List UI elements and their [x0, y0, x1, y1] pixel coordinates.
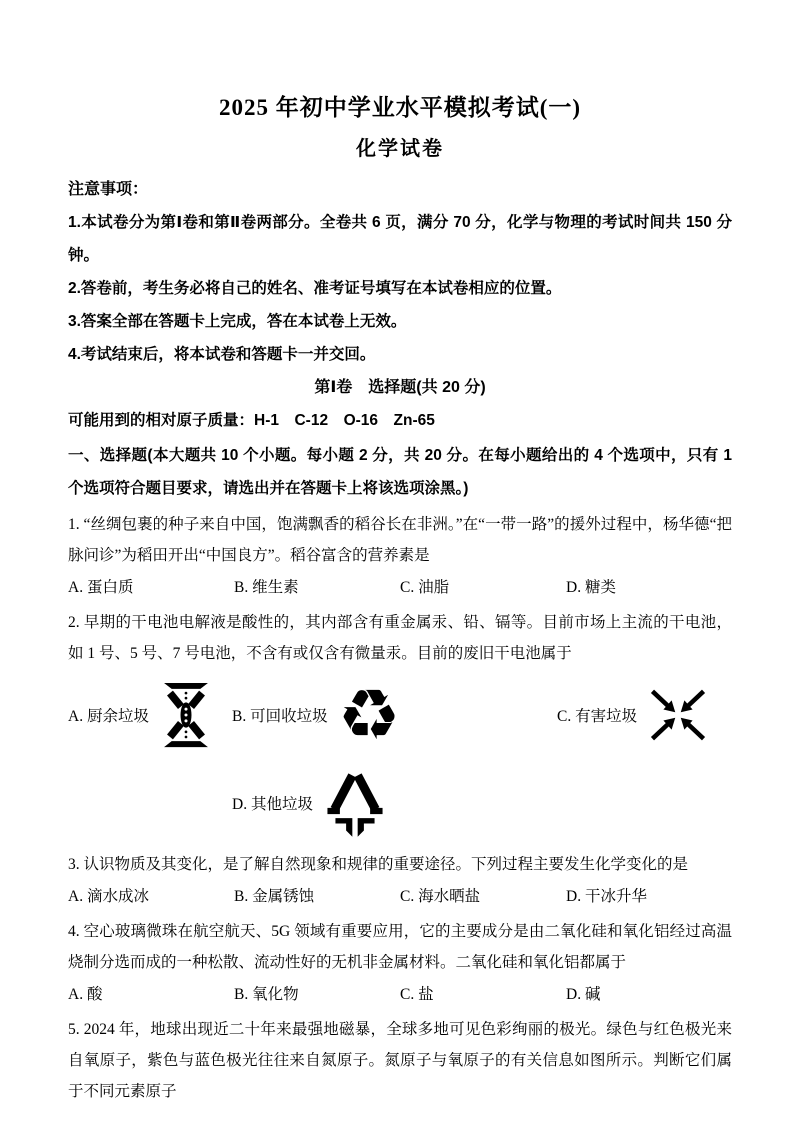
notice-item-1: 1.本试卷分为第Ⅰ卷和第Ⅱ卷两部分。全卷共 6 页，满分 70 分，化学与物理的考试时间共 150 分钟。 — [68, 214, 732, 264]
option-a: A. 蛋白质 — [68, 579, 134, 596]
paper-subtitle: 化学试卷 — [356, 138, 444, 160]
hazardous-waste-icon — [647, 688, 709, 742]
option-d: D. 干冰升华 — [566, 888, 647, 905]
page-title: 2025 年初中学业水平模拟考试(一) — [218, 95, 582, 120]
question-3-options — [68, 882, 732, 912]
notice-heading: 注意事项： — [68, 181, 149, 198]
option-b: B. 金属锈蚀 — [234, 888, 315, 905]
notice-item-2: 2.答卷前，考生务必将自己的姓名、准考证号填写在本试卷相应的位置。 — [68, 280, 562, 297]
kitchen-waste-icon — [159, 679, 213, 751]
part-one-heading: 一、选择题(本大题共 10 个小题。每小题 2 分，共 20 分。在每小题给出的 4 个选项中，只有 1 个选项符合题目要求，请选出并在答题卡上将该选项涂黑。) — [68, 447, 732, 497]
question-4-options — [68, 980, 732, 1010]
option-b-label: B. 可回收垃圾 — [232, 708, 328, 725]
option-d: D. 碱 — [566, 986, 601, 1003]
option-d — [232, 766, 387, 840]
option-a: A. 酸 — [68, 986, 103, 1003]
option-c — [557, 688, 732, 742]
question-2-options-row-2 — [68, 761, 732, 845]
notice-item-4: 4.考试结束后，将本试卷和答题卡一并交回。 — [68, 346, 376, 363]
option-a-label: A. 厨余垃圾 — [68, 708, 149, 725]
option-c: C. 盐 — [400, 986, 434, 1003]
question-1-options — [68, 573, 732, 603]
option-a — [68, 679, 232, 751]
question-2-stem: 2. 早期的干电池电解液是酸性的，其内部含有重金属汞、铅、镉等。目前市场上主流的干电池，如 1 号、5 号、7 号电池，不含有或仅含有微量汞。目前的废旧干电池属于 — [68, 614, 732, 662]
notice-item-3: 3.答案全部在答题卡上完成，答在本试卷上无效。 — [68, 313, 407, 330]
section-heading: 第Ⅰ卷 选择题(共 20 分) — [314, 379, 486, 396]
option-a: A. 滴水成冰 — [68, 888, 149, 905]
option-d-label: D. 其他垃圾 — [232, 796, 313, 813]
question-2-options-row-1 — [68, 669, 732, 761]
option-b: B. 氧化物 — [234, 986, 299, 1003]
question-5-stem: 5. 2024 年，地球出现近二十年来最强地磁暴，全球多地可见色彩绚丽的极光。绿色与红色极光来自氧原子，紫色与蓝色极光往往来自氮原子。氮原子与氧原子的有关信息如图所示。判断它们属于不同元素原子 — [68, 1021, 732, 1100]
other-waste-icon — [323, 766, 387, 840]
atomic-mass-line: 可能用到的相对原子质量：H-1 C-12 O-16 Zn-65 — [68, 412, 435, 429]
option-b: B. 维生素 — [234, 579, 299, 596]
option-c: C. 油脂 — [400, 579, 450, 596]
option-b — [232, 674, 557, 756]
option-d: D. 糖类 — [566, 579, 616, 596]
question-4-stem: 4. 空心玻璃微珠在航空航天、5G 领域有重要应用，它的主要成分是由二氧化硅和氧化铝经过高温烧制分选而成的一种松散、流动性好的无机非金属材料。二氧化硅和氧化铝都属于 — [68, 923, 732, 971]
question-3-stem: 3. 认识物质及其变化，是了解自然现象和规律的重要途径。下列过程主要发生化学变化的是 — [68, 856, 689, 873]
question-1-stem: 1. “丝绸包裹的种子来自中国，饱满飘香的稻谷长在非洲。”在“一带一路”的援外过程中，杨华德“把脉问诊”为稻田开出“中国良方”。稻谷富含的营养素是 — [68, 516, 732, 564]
recyclable-waste-icon: ♻ — [337, 674, 401, 756]
option-c: C. 海水晒盐 — [400, 888, 481, 905]
option-c-label: C. 有害垃圾 — [557, 708, 638, 725]
